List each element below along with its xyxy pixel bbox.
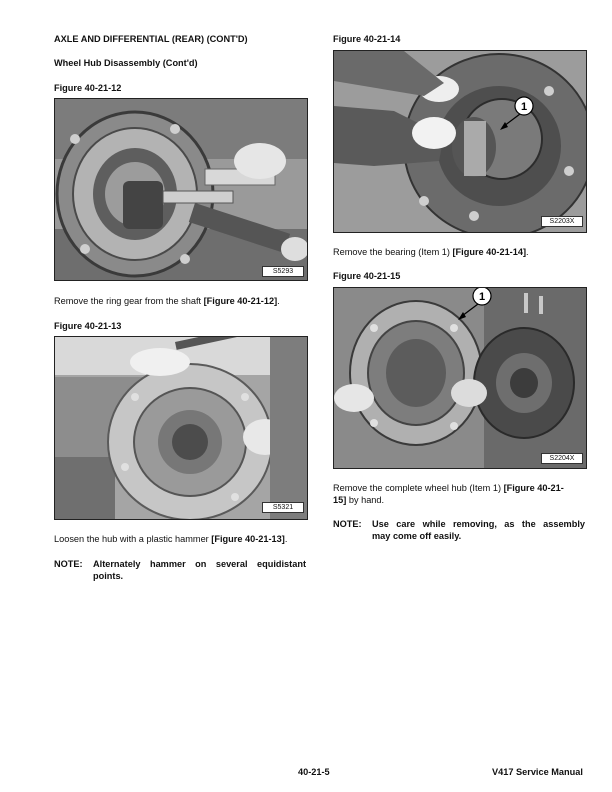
page-number: 40-21-5 (298, 767, 330, 777)
photo-code: S5293 (262, 266, 304, 277)
figure-40-21-15-photo (333, 287, 587, 469)
step-remove-wheel-hub: Remove the complete wheel hub (Item 1) [Figure 40-21- 15] by hand. (333, 483, 564, 505)
step-remove-bearing: Remove the bearing (Item 1) [Figure 40-21-14]. (333, 247, 529, 257)
photo-code: S2203X (541, 216, 583, 227)
step-loosen-hub: Loosen the hub with a plastic hammer [Figure 40-21-13]. (54, 534, 288, 544)
photo-code: S5321 (262, 502, 304, 513)
figure-40-21-14-photo (333, 50, 587, 233)
figure-40-21-13-photo (54, 336, 308, 520)
step-remove-ring-gear: Remove the ring gear from the shaft [Figure 40-21-12]. (54, 296, 280, 306)
note-label: NOTE: (54, 559, 83, 569)
section-title: AXLE AND DIFFERENTIAL (REAR) (CONT'D) (54, 34, 248, 44)
figure-40-21-12-photo (54, 98, 308, 281)
note-care: NOTE: Use care while removing, as the assembly may come off easily. (333, 519, 585, 541)
callout-1: 1 (478, 291, 486, 303)
callout-1: 1 (520, 101, 528, 113)
figure-label-13: Figure 40-21-13 (54, 321, 122, 331)
note-label: NOTE: (333, 519, 362, 529)
photo-code: S2204X (541, 453, 583, 464)
note-hammer: NOTE: Alternately hammer on several equidistant points. (54, 559, 306, 581)
figure-label-14: Figure 40-21-14 (333, 34, 401, 44)
manual-title: V417 Service Manual (492, 767, 583, 777)
figure-label-12: Figure 40-21-12 (54, 83, 122, 93)
subsection-title: Wheel Hub Disassembly (Cont'd) (54, 58, 198, 68)
figure-label-15: Figure 40-21-15 (333, 271, 401, 281)
